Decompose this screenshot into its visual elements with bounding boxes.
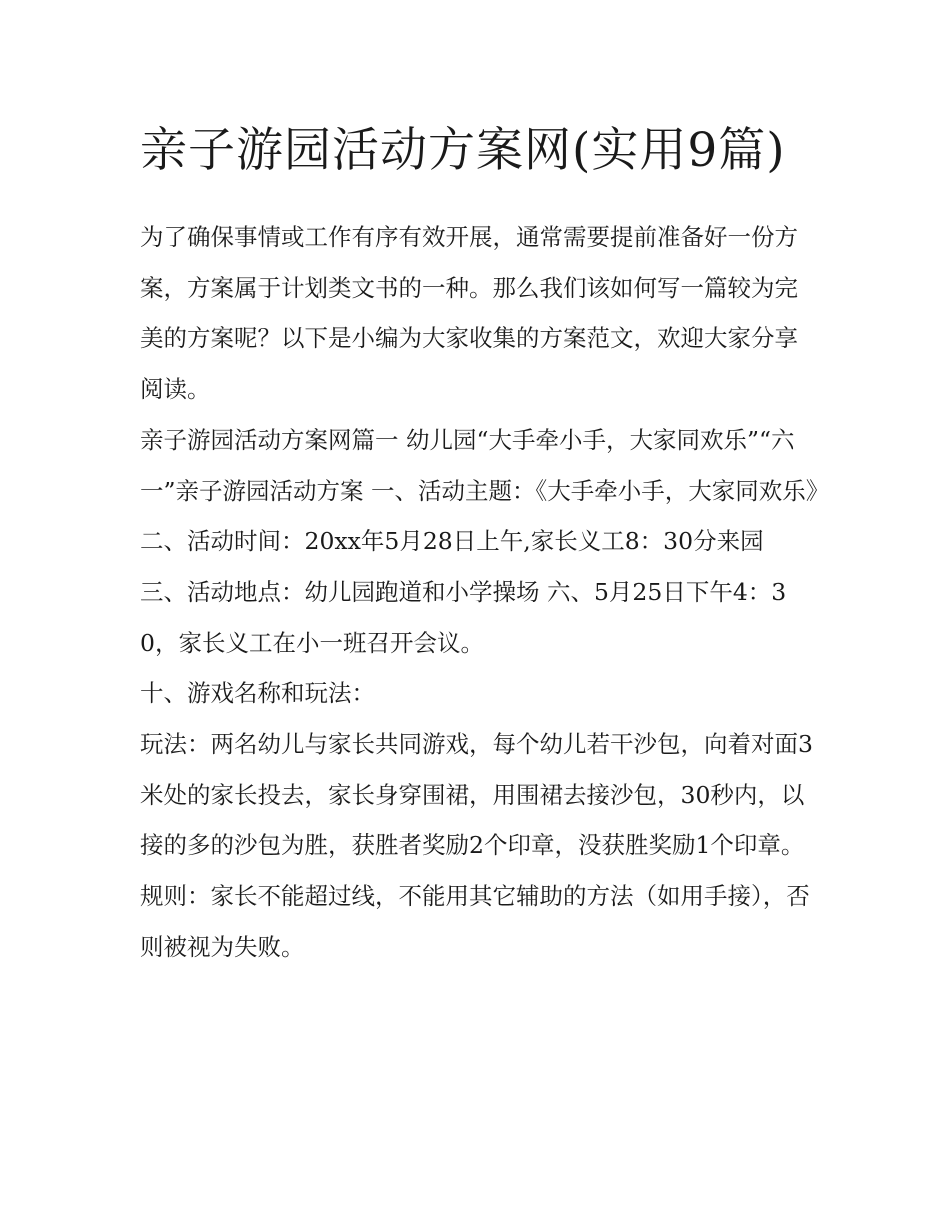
game-name-heading: 十、游戏名称和玩法： <box>140 679 375 708</box>
activity-theme-paragraph: 亲子游园活动方案网篇一 幼儿园“大手牵小手，大家同欢乐”“六一”亲子游园活动方案 一、活动主题：《大手牵小手，大家同欢乐》 <box>140 425 830 505</box>
document-body <box>140 212 830 973</box>
document-page <box>140 112 830 973</box>
game-rules-paragraph: 玩法：两名幼儿与家长共同游戏，每个幼儿若干沙包，向着对面3米处的家长投去，家长身穿围裙，用围裙去接沙包，30秒内，以接的多的沙包为胜，获胜者奖励2个印章，没获胜奖励1个印章。规则：家长不能超过线，不能用其它辅助的方法（如用手接），否则被视为失败。 <box>140 730 813 961</box>
document-title: 亲子游园活动方案网(实用9篇) <box>140 123 786 178</box>
activity-location-paragraph: 三、活动地点：幼儿园跑道和小学操场 六、5月25日下午4：30，家长义工在小一班召开会议。 <box>140 577 787 657</box>
intro-paragraph: 为了确保事情或工作有序有效开展，通常需要提前准备好一份方案，方案属于计划类文书的一种。那么我们该如何写一篇较为完美的方案呢？以下是小编为大家收集的方案范文，欢迎大家分享阅读。 <box>140 223 798 404</box>
activity-time-paragraph: 二、活动时间：20xx年5月28日上午,家长义工8：30分来园 <box>140 527 764 556</box>
